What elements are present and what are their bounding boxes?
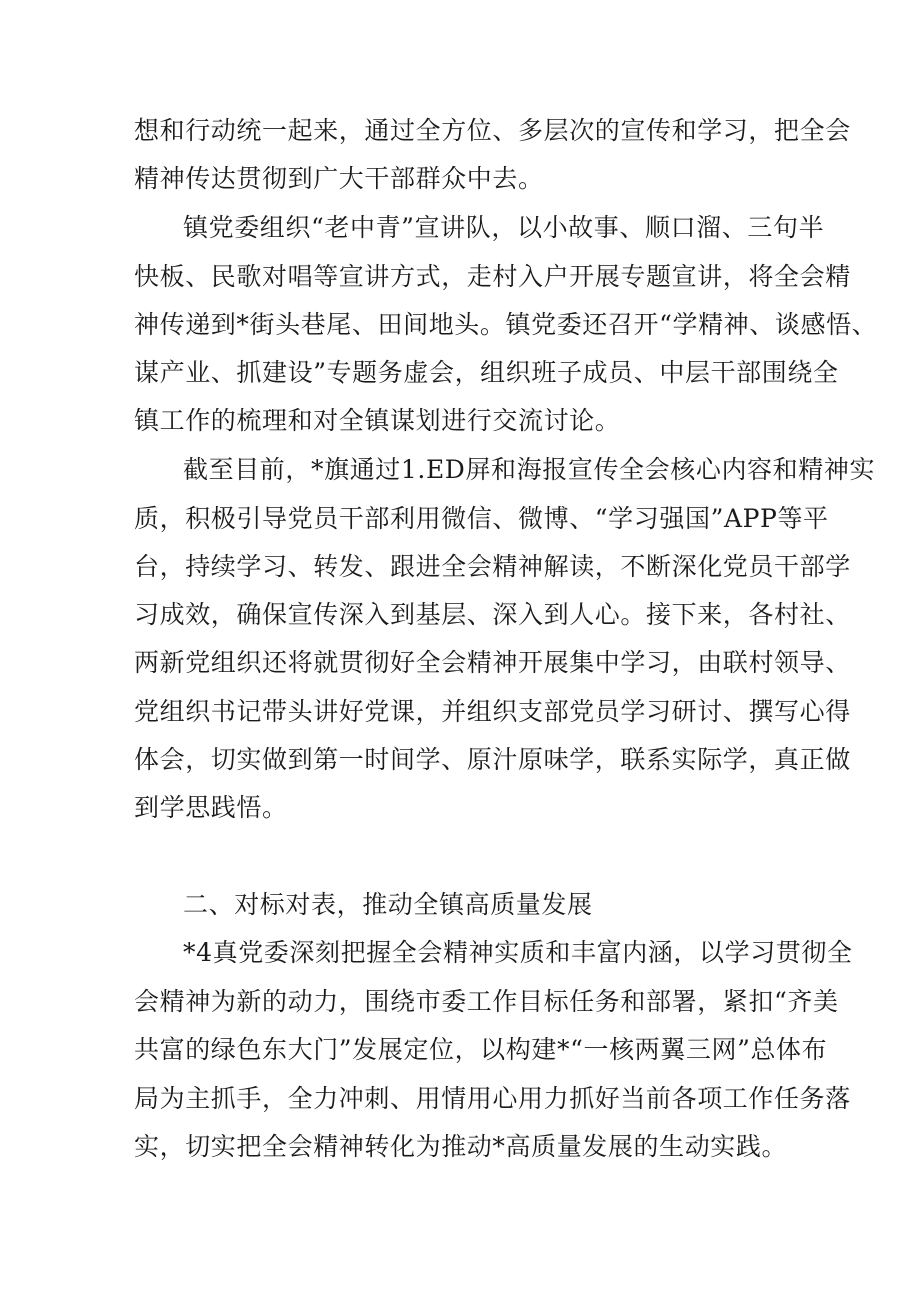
paragraph-4-line-2: 会精神为新的动力，围绕市委工作目标任务和部署，紧扣“齐美 bbox=[134, 987, 839, 1016]
paragraph-4-line-3: 共富的绿色东大门”发展定位，以构建*“一核两翼三网”总体布 bbox=[134, 1035, 828, 1064]
paragraph-2-line-3: 神传递到*街头巷尾、田间地头。镇党委还召开“学精神、谈感悟、 bbox=[134, 310, 878, 339]
paragraph-3-line-1: 截至目前，*旗通过1.ED屏和海报宣传全会核心内容和精神实 bbox=[183, 455, 876, 484]
paragraph-3-line-3: 台，持续学习、转发、跟进全会精神解读，不断深化党员干部学 bbox=[134, 552, 851, 581]
paragraph-1-line-2: 精神传达贯彻到广大干部群众中去。 bbox=[134, 164, 544, 193]
paragraph-3-line-5: 两新党组织还将就贯彻好全会精神开展集中学习，由联村领导、 bbox=[134, 648, 851, 677]
paragraph-3-line-2: 质，积极引导党员干部利用微信、微博、“学习强国”APP等平 bbox=[134, 504, 829, 533]
section-heading: 二、对标对表，推动全镇高质量发展 bbox=[183, 890, 593, 919]
paragraph-3-line-8: 到学思践悟。 bbox=[134, 793, 288, 822]
paragraph-4-line-5: 实，切实把全会精神转化为推动*高质量发展的生动实践。 bbox=[134, 1132, 788, 1161]
paragraph-1-line-1: 想和行动统一起来，通过全方位、多层次的宣传和学习，把全会 bbox=[134, 116, 851, 145]
paragraph-4-line-1: *4真党委深刻把握全会精神实质和丰富内涵，以学习贯彻全 bbox=[183, 938, 853, 967]
paragraph-4-line-4: 局为主抓手，全力冲刺、用情用心用力抓好当前各项工作任务落 bbox=[134, 1084, 851, 1113]
paragraph-2-line-4: 谋产业、抓建设”专题务虚会，组织班子成员、中层干部围绕全 bbox=[134, 358, 839, 387]
paragraph-2-line-2: 快板、民歌对唱等宣讲方式，走村入户开展专题宣讲，将全会精 bbox=[134, 262, 851, 291]
paragraph-3-line-6: 党组织书记带头讲好党课，并组织支部党员学习研讨、撰写心得 bbox=[134, 697, 851, 726]
paragraph-2-line-1: 镇党委组织“老中青”宣讲队，以小故事、顺口溜、三句半 bbox=[183, 213, 825, 242]
paragraph-3-line-4: 习成效，确保宣传深入到基层、深入到人心。接下来，各村社、 bbox=[134, 600, 851, 629]
paragraph-3-line-7: 体会，切实做到第一时间学、原汁原味学，联系实际学，真正做 bbox=[134, 745, 851, 774]
paragraph-2-line-5: 镇工作的梳理和对全镇谋划进行交流讨论。 bbox=[134, 406, 621, 435]
